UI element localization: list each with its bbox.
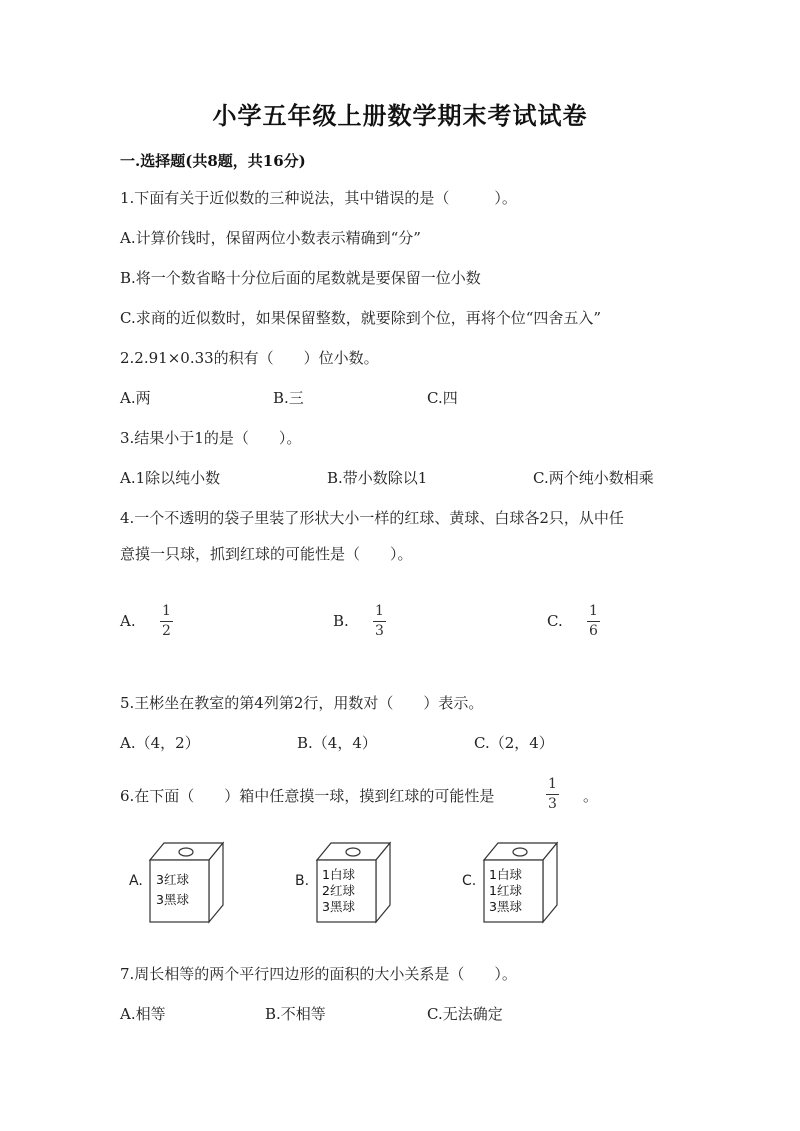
q6-box-b-line2: 2红球 (322, 883, 355, 898)
q7-option-c: C.无法确定 (427, 1005, 503, 1023)
q4-option-a-fraction (160, 604, 173, 639)
q2-option-a: A.两 (120, 389, 151, 407)
q7-option-a: A.相等 (120, 1005, 166, 1023)
q6-box-c (478, 840, 568, 925)
q7-option-b: B.不相等 (265, 1005, 326, 1023)
fraction-numerator: 1 (375, 603, 384, 619)
q4-option-a-label: A. (120, 612, 136, 630)
q6-box-a (144, 840, 234, 925)
q2-option-b: B.三 (273, 389, 304, 407)
q6-box-b-label: B. (295, 873, 310, 889)
q2-option-c: C.四 (427, 389, 458, 407)
q6-box-a-label: A. (129, 873, 143, 889)
page-title: 小学五年级上册数学期末考试试卷 (212, 101, 588, 130)
q3-option-c: C.两个纯小数相乘 (533, 469, 654, 487)
fraction-numerator: 1 (548, 776, 557, 792)
q1-stem: 1.下面有关于近似数的三种说法，其中错误的是（ ）。 (120, 189, 517, 207)
q6-box-c-line1: 1白球 (489, 867, 522, 882)
q4-option-c-fraction (587, 604, 600, 639)
q7-stem: 7.周长相等的两个平行四边形的面积的大小关系是（ ）。 (120, 965, 517, 983)
q4-option-c-label: C. (547, 612, 563, 630)
q6-box-c-label: C. (462, 873, 477, 889)
fraction-denominator: 2 (162, 623, 171, 639)
fraction-numerator: 1 (162, 603, 171, 619)
q6-box-c-line2: 1红球 (489, 883, 522, 898)
q1-option-b: B.将一个数省略十分位后面的尾数就是要保留一位小数 (120, 269, 481, 287)
fraction-bar (546, 794, 559, 795)
q6-stem: 6.在下面（ ）箱中任意摸一球，摸到红球的可能性是 (120, 787, 495, 805)
q6-box-b (311, 840, 401, 925)
q5-option-a: A.（4，2） (120, 734, 200, 752)
q6-box-a-line2: 3黑球 (156, 892, 189, 907)
box-front-face (150, 860, 209, 922)
q6-box-a-line1: 3红球 (156, 872, 189, 887)
q2-stem: 2.2.91×0.33的积有（ ）位小数。 (120, 349, 379, 367)
q4-option-b-label: B. (333, 612, 349, 630)
q4-stem-line1: 4.一个不透明的袋子里装了形状大小一样的红球、黄球、白球各2只，从中任 (120, 509, 624, 527)
fraction-denominator: 6 (589, 623, 598, 639)
fraction-denominator: 3 (375, 623, 384, 639)
q4-option-b-fraction (373, 604, 386, 639)
q4-stem-line2: 意摸一只球，抓到红球的可能性是（ ）。 (120, 545, 413, 563)
q1-option-c: C.求商的近似数时，如果保留整数，就要除到个位，再将个位“四舍五入” (120, 309, 602, 327)
q5-stem: 5.王彬坐在教室的第4列第2行，用数对（ ）表示。 (120, 694, 484, 712)
fraction-bar (587, 621, 600, 622)
q5-option-b: B.（4，4） (297, 734, 377, 752)
q6-stem-end: 。 (583, 787, 599, 805)
section-heading: 一.选择题(共8题，共16分) (120, 152, 306, 170)
q6-box-b-line1: 1白球 (322, 867, 355, 882)
fraction-denominator: 3 (548, 796, 557, 812)
fraction-bar (160, 621, 173, 622)
q3-option-a: A.1除以纯小数 (120, 469, 221, 487)
q6-box-c-line3: 3黑球 (489, 899, 522, 914)
q3-stem: 3.结果小于1的是（ ）。 (120, 429, 302, 447)
q5-option-c: C.（2，4） (474, 734, 554, 752)
fraction-numerator: 1 (589, 603, 598, 619)
q3-option-b: B.带小数除以1 (327, 469, 428, 487)
q1-option-a: A.计算价钱时，保留两位小数表示精确到“分” (120, 229, 421, 247)
q6-fraction (546, 777, 559, 812)
q6-box-b-line3: 3黑球 (322, 899, 355, 914)
fraction-bar (373, 621, 386, 622)
